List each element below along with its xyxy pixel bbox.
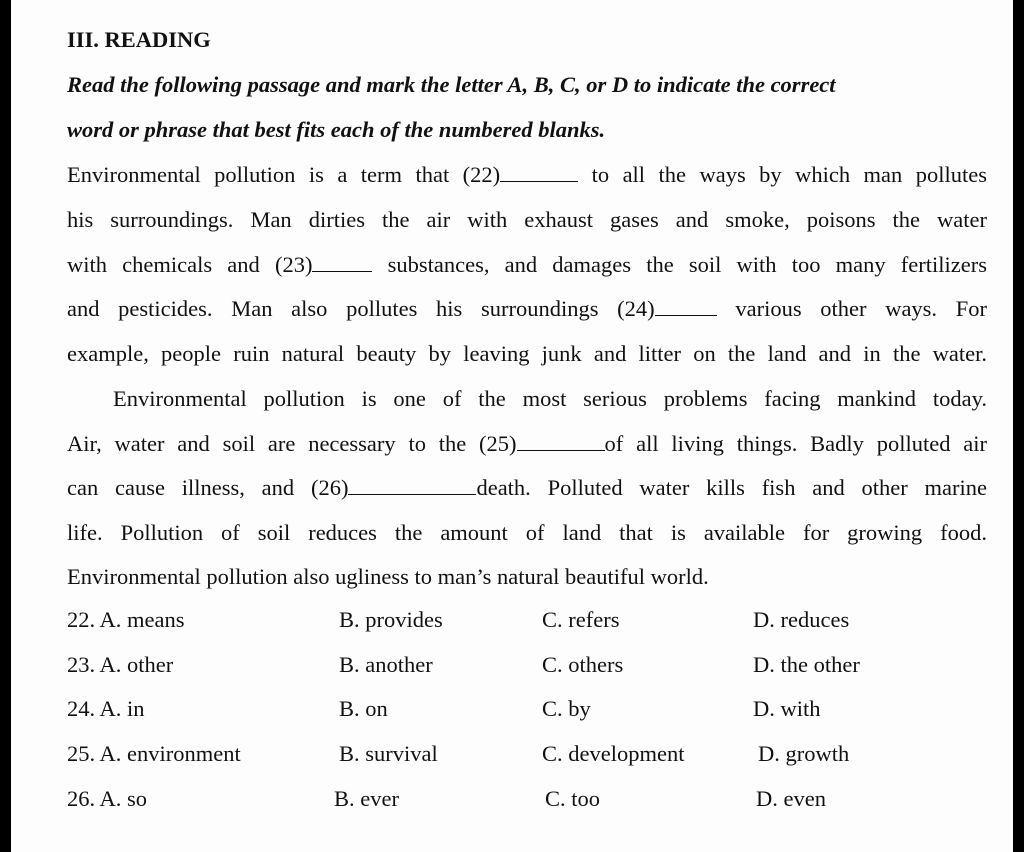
option-a[interactable]: 22. A. means — [67, 607, 185, 632]
passage-text: to all the ways by which man pollutes — [578, 162, 987, 187]
instruction-line-1: Read the following passage and mark the letter A, B, C, or D to indicate the correct — [67, 72, 836, 97]
section-title: III. READING — [67, 27, 211, 52]
option-d[interactable]: D. the other — [753, 652, 860, 677]
option-b[interactable]: B. provides — [339, 607, 443, 632]
option-b[interactable]: B. another — [339, 652, 433, 677]
option-b[interactable]: B. ever — [334, 786, 399, 811]
passage-text: various other ways. For — [716, 296, 988, 321]
blank-25 — [517, 429, 605, 451]
option-a[interactable]: 23. A. other — [67, 652, 174, 677]
passage-text: Environmental pollution is a term that (22) — [67, 162, 501, 187]
passage-line-10: Environmental pollution also ugliness to man’s natural beautiful world. — [67, 564, 709, 589]
passage-text: substances, and damages the soil with too many fertilizers — [372, 252, 987, 277]
passage-line-3 — [67, 250, 987, 280]
option-b[interactable]: B. on — [339, 696, 388, 721]
option-a[interactable]: 24. A. in — [67, 696, 145, 721]
passage-line-4 — [67, 294, 987, 324]
option-d[interactable]: D. with — [753, 696, 821, 721]
option-a[interactable]: 25. A. environment — [67, 741, 241, 766]
option-c[interactable]: C. others — [542, 652, 624, 677]
option-d[interactable]: D. even — [756, 786, 826, 811]
option-d[interactable]: D. reduces — [753, 607, 850, 632]
option-c[interactable]: C. too — [545, 786, 601, 811]
passage-text: can cause illness, and (26) — [67, 475, 349, 500]
passage-text: of all living things. Badly polluted air — [604, 431, 987, 456]
option-b[interactable]: B. survival — [339, 741, 438, 766]
option-c[interactable]: C. development — [542, 741, 685, 766]
option-c[interactable]: C. by — [542, 696, 591, 721]
option-a[interactable]: 26. A. so — [67, 786, 148, 811]
instruction-line-2: word or phrase that best fits each of the numbered blanks. — [67, 117, 606, 142]
option-d[interactable]: D. growth — [758, 741, 850, 766]
option-c[interactable]: C. refers — [542, 607, 620, 632]
passage-text: death. Polluted water kills fish and other marine — [476, 475, 987, 500]
passage-text: and pesticides. Man also pollutes his surroundings (24) — [67, 296, 655, 321]
document-page — [11, 0, 1013, 852]
blank-22 — [500, 160, 578, 182]
passage-line-5: example, people ruin natural beauty by leaving junk and litter on the land and in the water. — [67, 341, 987, 366]
passage-line-2: his surroundings. Man dirties the air with exhaust gases and smoke, poisons the water — [67, 207, 987, 232]
passage-text: Air, water and soil are necessary to the (25) — [67, 431, 517, 456]
blank-24 — [655, 294, 717, 316]
passage-line-6: Environmental pollution is one of the most serious problems facing mankind today. — [113, 386, 987, 411]
passage-line-8 — [67, 473, 987, 503]
passage-line-1 — [67, 160, 987, 190]
blank-23 — [312, 250, 372, 272]
blank-26 — [348, 473, 476, 495]
passage-text: with chemicals and (23) — [67, 252, 313, 277]
passage-line-9: life. Pollution of soil reduces the amount of land that is available for growing food. — [67, 520, 987, 545]
passage-line-7 — [67, 429, 987, 459]
